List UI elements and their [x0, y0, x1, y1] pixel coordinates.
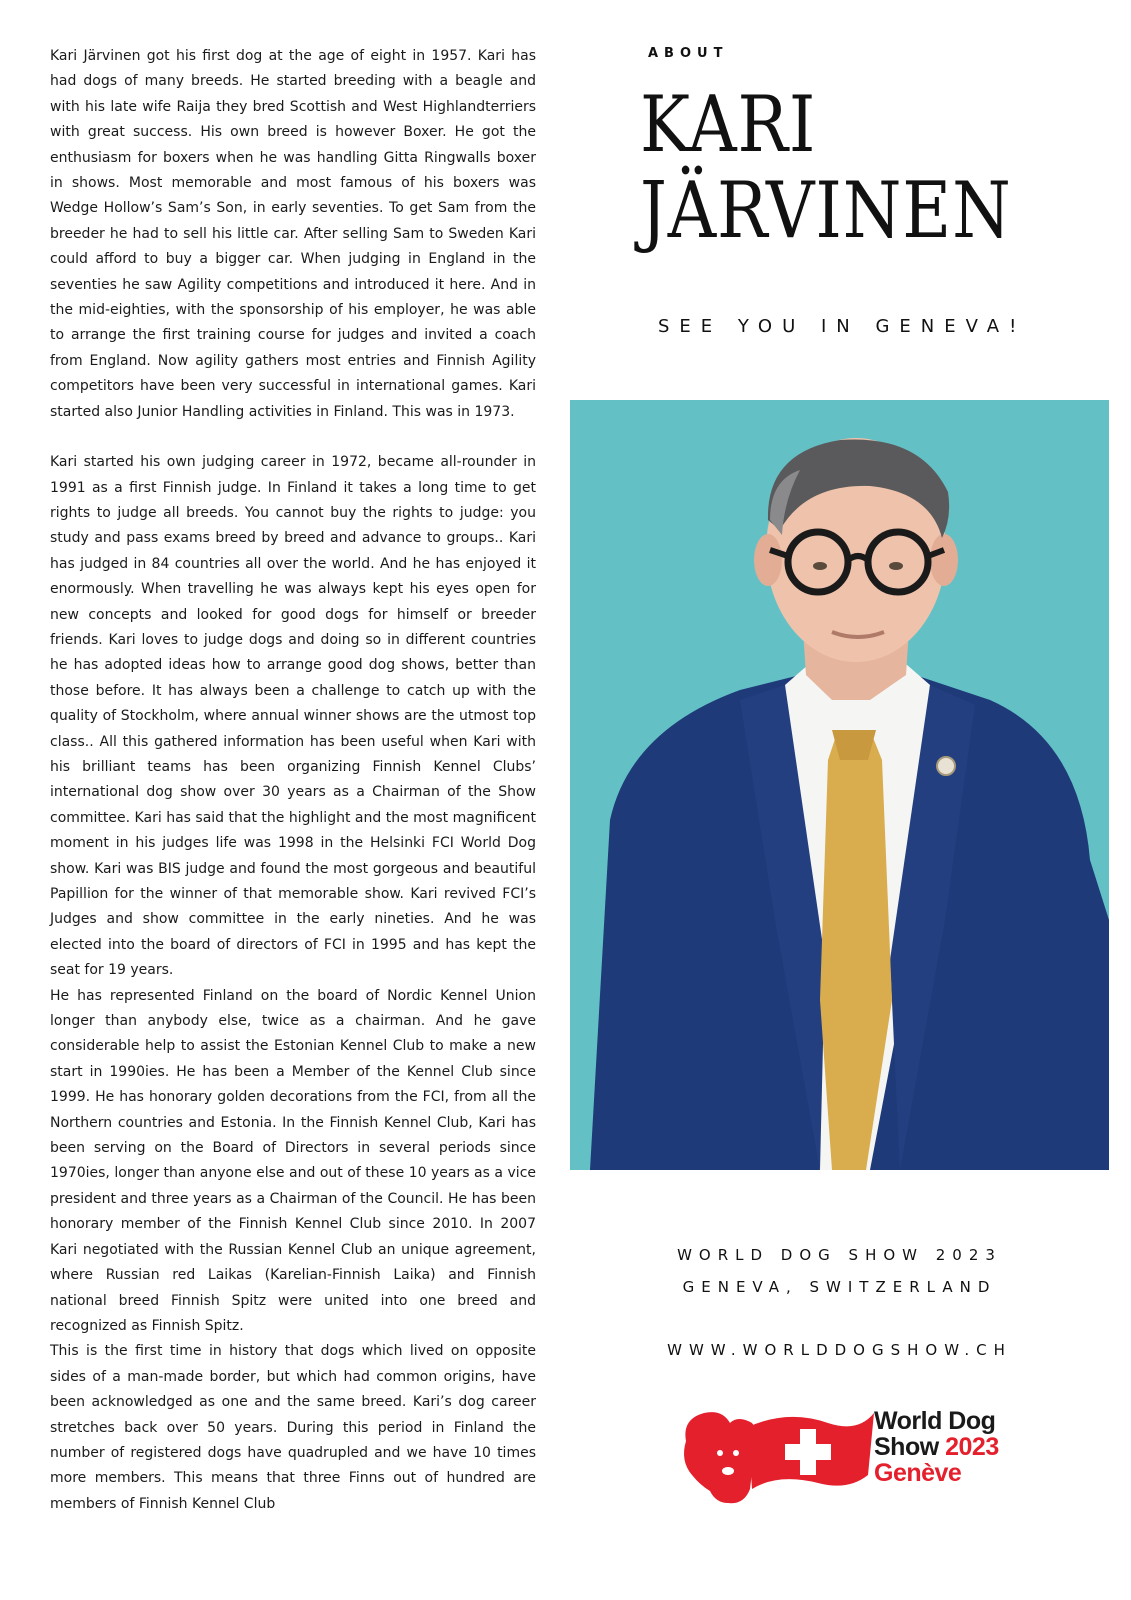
person-name: [640, 82, 1053, 254]
logo-line-2: [874, 1434, 999, 1460]
bio-paragraph-1: Kari Järvinen got his first dog at the age of eight in 1957. Kari has had dogs of many breeds. He started breeding with a beagle and with his late wife Raija they bred Scottish and West Highlandterriers with great success. His own breed is however Boxer. He got the enthusiasm for boxers when he was handling Gitta Ringwalls boxer in shows. Most memorable and most famous of his boxers was Wedge Hollow’s Sam’s Son, in early seventies. To get Sam from the breeder he had to sell his little car. After selling Sam to Sweden Kari could afford to buy a bigger car. When judging in England in the seventies he saw Agility competitions and introduced it here. And in the mid-eighties, with the sponsorship of his employer, he was able to arrange the first training course for judges and invited a coach from England. Now agility gathers most entries and Finnish Agility competitors have been very successful in international games. Kari started also Junior Handling activities in Finland. This was in 1973.: [50, 48, 536, 420]
dog-head-icon: [684, 1412, 758, 1503]
name-first: KARI: [640, 80, 817, 170]
logo-line-1: World Dog: [874, 1407, 996, 1435]
name-last: JÄRVINEN: [640, 166, 1012, 256]
bio-paragraph-2: Kari started his own judging career in 1972, became all-rounder in 1991 as a first Finnish judge. In Finland it takes a long time to get rights to judge all breeds. You cannot buy the rights to judge: you study and pass exams breed by breed and advance to groups.. Kari has judged in 84 countries all over the world. And he has enjoyed it enormously. When travelling he was always kept his eyes open for new concepts and looked for good dogs for himself or breeder friends. Kari loves to judge dogs and doing so in different countries he has adopted ideas how to arrange good dog shows, better than those before. It has always been a challenge to catch up with the quality of Stockholm, where annual winner shows are the utmost top class.. All this gathered information has been useful when Kari with his brilliant teams has been organizing Finnish Kennel Clubs’ international dog show over 30 years as a Chairman of the Show committee. Kari has said that the highlight and the most magnificent moment in his judges life was 1998 in the Helsinki FCI World Dog show. Kari was BIS judge and found the most gorgeous and beautiful Papillion for the winner of that memorable show. Kari revived FCI’s Judges and show committee in the early nineties. And he was elected into the board of directors of FCI in 1995 and has kept the seat for 19 years.: [50, 454, 536, 979]
bio-paragraph-3: He has represented Finland on the board of Nordic Kennel Union longer than anybody else, twice as a chairman. And he gave considerable help to assist the Estonian Kennel Club to make a new start in 1990ies. He has been a Member of the Kennel Club since 1999. He has honorary golden decorations from the FCI, from all the Northern countries and Estonia. In the Finnish Kennel Club, Kari has been serving on the Board of Directors in several periods since 1970ies, longer than anyone else and out of these 10 years as a vice president and three years as a Chairman of the Council. He has been honorary member of the Finnish Kennel Club since 2010. In 2007 Kari negotiated with the Russian Kennel Club an unique agreement, where Russian red Laikas (Karelian-Finnish Laika) and Finnish national breed Finnish Spitz were united into one breed and recognized as Finnish Spitz.: [50, 987, 536, 1334]
website-link[interactable]: WWW.WORLDDOGSHOW.CH: [667, 1341, 1012, 1359]
section-kicker: ABOUT: [648, 46, 729, 61]
logo-wordmark: [874, 1408, 999, 1486]
logo-year: 2023: [945, 1433, 999, 1461]
event-name: WORLD DOG SHOW 2023: [677, 1246, 1002, 1264]
logo-line-3: Genève: [874, 1459, 962, 1487]
logo-show: Show: [874, 1433, 939, 1461]
biography-text: [50, 44, 536, 1517]
bio-paragraph-4: This is the first time in history that dogs which lived on opposite sides of a man-made border, but which had common origins, have been acknowledged as one and the same breed. Kari’s dog career stretches back over 50 years. During this period in Finland the number of registered dogs have quadrupled and we have 10 times more members. This means that three Finns out of hundred are members of Finnish Kennel Club: [50, 1343, 536, 1512]
event-location: GENEVA, SWITZERLAND: [682, 1278, 997, 1296]
portrait-illustration: [570, 400, 1109, 1170]
portrait-photo: [570, 400, 1109, 1170]
tagline: SEE YOU IN GENEVA!: [658, 316, 1027, 337]
